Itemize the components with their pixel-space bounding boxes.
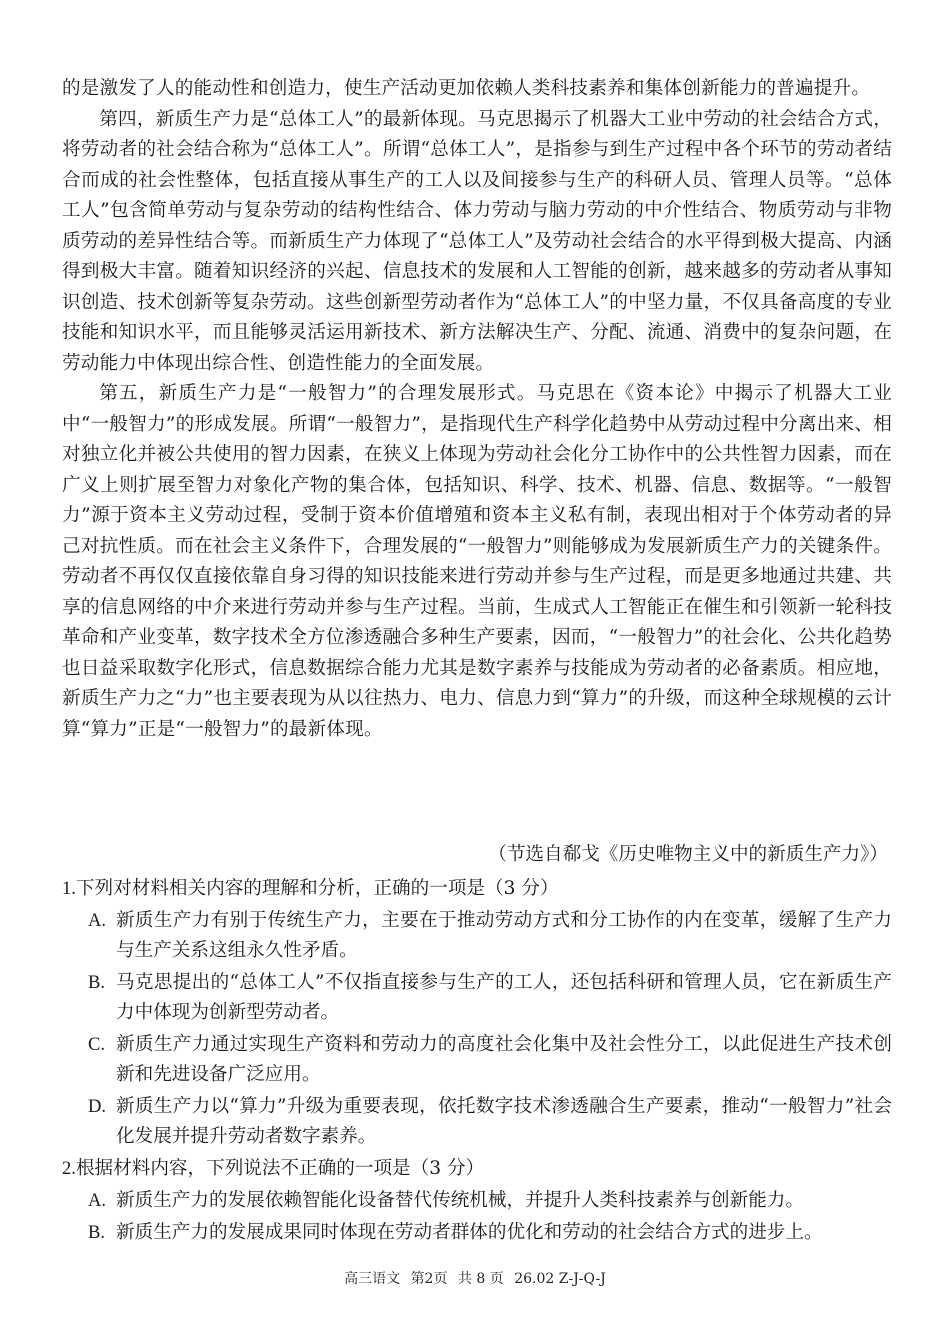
option-a[interactable] xyxy=(62,1186,892,1216)
option-letter: A. xyxy=(88,910,107,931)
passage-paragraph-fourth: 第四，新质生产力是“总体工人”的最新体现。马克思揭示了机器大工业中劳动的社会结合方式，将劳动者的社会结合称为“总体工人”。所谓“总体工人”，是指参与到生产过程中各个环节的劳动者结合而成的社会性整体，包括直接从事生产的工人以及间接参与生产的科研人员、管理人员等。“总体工人”包含简单劳动与复杂劳动的结构性结合、体力劳动与脑力劳动的中介性结合、物质劳动与非物质劳动的差异性结合等。而新质生产力体现了“总体工人”及劳动社会结合的水平得到极大提高、内涵得到极大丰富。随着知识经济的兴起、信息技术的发展和人工智能的创新，越来越多的劳动者从事知识创造、技术创新等复杂劳动。这些创新型劳动者作为“总体工人”的中坚力量，不仅具备高度的专业技能和知识水平，而且能够灵活运用新技术、新方法解决生产、分配、流通、消费中的复杂问题，在劳动能力中体现出综合性、创造性能力的全面发展。 xyxy=(62,108,892,374)
option-letter: B. xyxy=(88,1222,106,1243)
option-letter: C. xyxy=(88,1034,106,1055)
option-a[interactable] xyxy=(62,906,892,966)
footer-total-pages: 共 8 页 xyxy=(457,1271,504,1287)
option-letter: D. xyxy=(88,1096,107,1117)
option-letter: B. xyxy=(88,972,106,993)
question-stem xyxy=(62,1154,892,1184)
question-number: 2. xyxy=(62,1158,76,1179)
question-1 xyxy=(62,874,892,1152)
page-footer xyxy=(0,1268,950,1288)
option-text: 新质生产力有别于传统生产力，主要在于推动劳动方式和分工协作的内在变革，缓解了生产力与生产关系这组永久性矛盾。 xyxy=(116,910,892,961)
passage-source: （节选自郗戈《历史唯物主义中的新质生产力》） xyxy=(488,844,888,865)
option-c[interactable] xyxy=(62,1030,892,1090)
option-d[interactable] xyxy=(62,1092,892,1152)
footer-exam-code: 26.02 Z-J-Q-J xyxy=(514,1271,606,1287)
option-letter: A. xyxy=(88,1190,107,1211)
option-b[interactable] xyxy=(62,968,892,1028)
passage-paragraph-continued: 的是激发了人的能动性和创造力，使生产活动更加依赖人类科技素养和集体创新能力的普遍提升。 xyxy=(62,78,871,99)
option-text: 新质生产力的发展成果同时体现在劳动者群体的优化和劳动的社会结合方式的进步上。 xyxy=(116,1222,823,1243)
question-text: 根据材料内容，下列说法不正确的一项是（3 分） xyxy=(75,1158,485,1179)
reading-passage xyxy=(62,74,892,745)
option-text: 新质生产力以“算力”升级为重要表现，依托数字技术渗透融合生产要素，推动“一般智力”社会化发展并提升劳动者数字素养。 xyxy=(116,1096,892,1147)
footer-subject: 高三语文 xyxy=(344,1271,401,1287)
option-text: 新质生产力的发展依赖智能化设备替代传统机械，并提升人类科技素养与创新能力。 xyxy=(116,1190,804,1211)
option-text: 马克思提出的“总体工人”不仅指直接参与生产的工人，还包括科研和管理人员，它在新质生产力中体现为创新型劳动者。 xyxy=(116,972,892,1023)
question-text: 下列对材料相关内容的理解和分析，正确的一项是（3 分） xyxy=(75,878,559,899)
questions-section xyxy=(62,874,892,1250)
option-text: 新质生产力通过实现生产资料和劳动力的高度社会化集中及社会性分工，以此促进生产技术创新和先进设备广泛应用。 xyxy=(116,1034,892,1085)
passage-paragraph-fifth: 第五，新质生产力是“一般智力”的合理发展形式。马克思在《资本论》中揭示了机器大工业中“一般智力”的形成发展。所谓“一般智力”，是指现代生产科学化趋势中从劳动过程中分离出来、相对独立化并被公共使用的智力因素，在狭义上体现为劳动社会化分工协作中的公共性智力因素，而在广义上则扩展至智力对象化产物的集合体，包括知识、科学、技术、机器、信息、数据等。“一般智力”源于资本主义劳动过程，受制于资本价值增殖和资本主义私有制，表现出相对于个体劳动者的异己对抗性质。而在社会主义条件下，合理发展的“一般智力”则能够成为发展新质生产力的关键条件。劳动者不再仅仅直接依靠自身习得的知识技能来进行劳动并参与生产过程，而是更多地通过共建、共享的信息网络的中介来进行劳动并参与生产过程。当前，生成式人工智能正在催生和引领新一轮科技革命和产业变革，数字技术全方位渗透融合多种生产要素，因而，“一般智力”的社会化、公共化趋势也日益采取数字化形式，信息数据综合能力尤其是数字素养与技能成为劳动者的必备素质。相应地，新质生产力之“力”也主要表现为从以往热力、电力、信息力到“算力”的升级，而这种全球规模的云计算“算力”正是“一般智力”的最新体现。 xyxy=(62,383,892,740)
footer-page-number: 第2页 xyxy=(410,1271,448,1287)
option-b[interactable] xyxy=(62,1218,892,1248)
question-2 xyxy=(62,1154,892,1248)
question-number: 1. xyxy=(62,878,76,899)
question-stem xyxy=(62,874,892,904)
